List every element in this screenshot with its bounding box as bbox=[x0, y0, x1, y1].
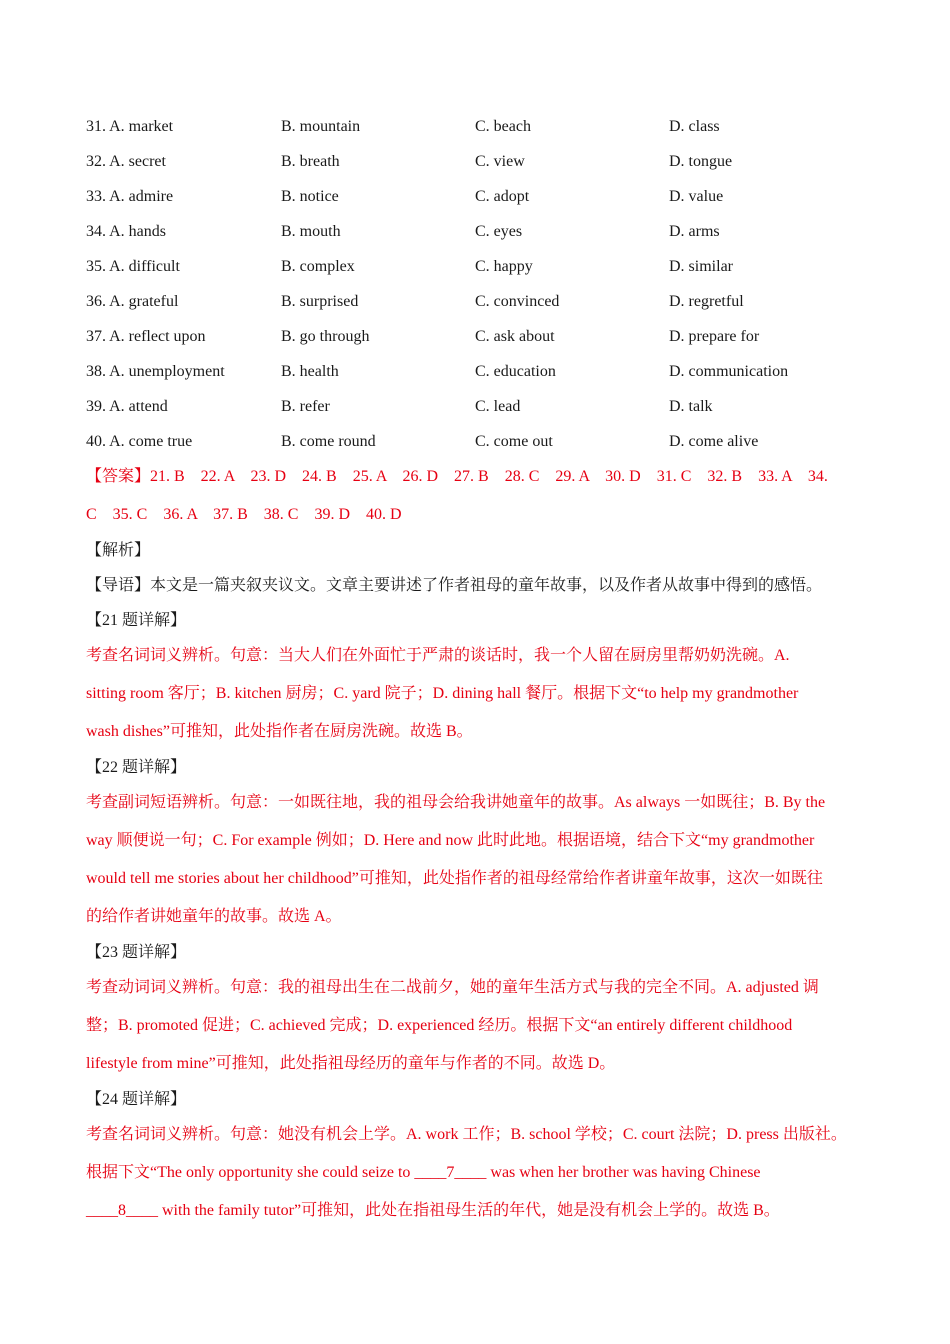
option-a: 32. A. secret bbox=[86, 153, 166, 170]
option-row-39 bbox=[86, 392, 886, 422]
option-b: B. come round bbox=[281, 433, 376, 450]
option-a: 33. A. admire bbox=[86, 188, 174, 205]
q23-line: 考查动词词义辨析。句意：我的祖母出生在二战前夕，她的童年生活方式与我的完全不同。A. adjusted 调 bbox=[86, 979, 819, 996]
option-b: B. mountain bbox=[281, 118, 361, 135]
option-d: D. prepare for bbox=[669, 328, 760, 345]
option-b: B. health bbox=[281, 363, 339, 380]
option-row-35 bbox=[86, 252, 886, 282]
q22-line: 的给作者讲她童年的故事。故选 A。 bbox=[86, 908, 342, 925]
option-row-32 bbox=[86, 147, 886, 177]
option-a: 40. A. come true bbox=[86, 433, 193, 450]
option-b: B. breath bbox=[281, 153, 340, 170]
option-c: C. beach bbox=[475, 118, 531, 135]
option-a: 34. A. hands bbox=[86, 223, 166, 240]
option-c: C. view bbox=[475, 153, 525, 170]
option-d: D. come alive bbox=[669, 433, 759, 450]
option-c: C. adopt bbox=[475, 188, 530, 205]
option-d: D. regretful bbox=[669, 293, 744, 310]
option-b: B. go through bbox=[281, 328, 370, 345]
option-c: C. happy bbox=[475, 258, 533, 275]
option-d: D. communication bbox=[669, 363, 789, 380]
option-d: D. value bbox=[669, 188, 724, 205]
option-b: B. complex bbox=[281, 258, 355, 275]
q24-line: ____8____ with the family tutor”可推知，此处在指祖母生活的年代，她是没有机会上学的。故选 B。 bbox=[86, 1202, 780, 1219]
q24-title: 【24 题详解】 bbox=[86, 1091, 187, 1108]
option-c: C. education bbox=[475, 363, 556, 380]
q22-title: 【22 题详解】 bbox=[86, 759, 187, 776]
option-a: 37. A. reflect upon bbox=[86, 328, 206, 345]
answer-key-line-2: C 35. C 36. A 37. B 38. C 39. D 40. D bbox=[86, 506, 402, 523]
option-a: 31. A. market bbox=[86, 118, 174, 135]
option-row-31 bbox=[86, 112, 886, 142]
answer-key-line-1: 【答案】21. B 22. A 23. D 24. B 25. A 26. D 27. B 28. C 29. A 30. D 31. C 32. B 33. A 34. bbox=[86, 468, 828, 485]
q24-line: 考查名词词义辨析。句意：她没有机会上学。A. work 工作；B. school 学校；C. court 法院；D. press 出版社。 bbox=[86, 1126, 847, 1143]
option-b: B. refer bbox=[281, 398, 330, 415]
q21-title: 【21 题详解】 bbox=[86, 612, 187, 629]
q22-line: 考查副词短语辨析。句意：一如既往地，我的祖母会给我讲她童年的故事。As always 一如既往；B. By the bbox=[86, 794, 826, 811]
guide-text: 【导语】本文是一篇夹叙夹议文。文章主要讲述了作者祖母的童年故事，以及作者从故事中得到的感悟。 bbox=[86, 577, 823, 594]
option-b: B. surprised bbox=[281, 293, 359, 310]
option-row-38 bbox=[86, 357, 886, 387]
option-row-33 bbox=[86, 182, 886, 212]
option-d: D. similar bbox=[669, 258, 733, 275]
option-c: C. convinced bbox=[475, 293, 560, 310]
q23-title: 【23 题详解】 bbox=[86, 944, 187, 961]
option-row-37 bbox=[86, 322, 886, 352]
q22-line: way 顺便说一句；C. For example 例如；D. Here and now 此时此地。根据语境，结合下文“my grandmother bbox=[86, 832, 815, 849]
q21-line: sitting room 客厅；B. kitchen 厨房；C. yard 院子；D. dining hall 餐厅。根据下文“to help my grandmother bbox=[86, 685, 799, 702]
option-a: 36. A. grateful bbox=[86, 293, 179, 310]
option-b: B. mouth bbox=[281, 223, 341, 240]
q21-line: wash dishes”可推知，此处指作者在厨房洗碗。故选 B。 bbox=[86, 723, 473, 740]
option-d: D. talk bbox=[669, 398, 713, 415]
q22-line: would tell me stories about her childhood”可推知，此处指作者的祖母经常给作者讲童年故事，这次一如既往 bbox=[86, 870, 823, 887]
option-a: 39. A. attend bbox=[86, 398, 168, 415]
q24-line: 根据下文“The only opportunity she could seize to ____7____ was when her brother was having Chinese bbox=[86, 1164, 761, 1181]
option-c: C. eyes bbox=[475, 223, 523, 240]
analysis-label: 【解析】 bbox=[86, 542, 151, 559]
option-d: D. tongue bbox=[669, 153, 733, 170]
option-b: B. notice bbox=[281, 188, 339, 205]
q23-line: 整；B. promoted 促进；C. achieved 完成；D. experienced 经历。根据下文“an entirely different childhood bbox=[86, 1017, 793, 1034]
option-row-36 bbox=[86, 287, 886, 317]
option-d: D. class bbox=[669, 118, 720, 135]
option-a: 38. A. unemployment bbox=[86, 363, 225, 380]
q23-line: lifestyle from mine”可推知，此处指祖母经历的童年与作者的不同。故选 D。 bbox=[86, 1055, 616, 1072]
q21-line: 考查名词词义辨析。句意：当大人们在外面忙于严肃的谈话时，我一个人留在厨房里帮奶奶洗碗。A. bbox=[86, 647, 790, 664]
option-c: C. come out bbox=[475, 433, 553, 450]
option-c: C. ask about bbox=[475, 328, 555, 345]
option-row-34 bbox=[86, 217, 886, 247]
option-c: C. lead bbox=[475, 398, 521, 415]
option-row-40 bbox=[86, 427, 886, 457]
option-d: D. arms bbox=[669, 223, 720, 240]
option-a: 35. A. difficult bbox=[86, 258, 180, 275]
